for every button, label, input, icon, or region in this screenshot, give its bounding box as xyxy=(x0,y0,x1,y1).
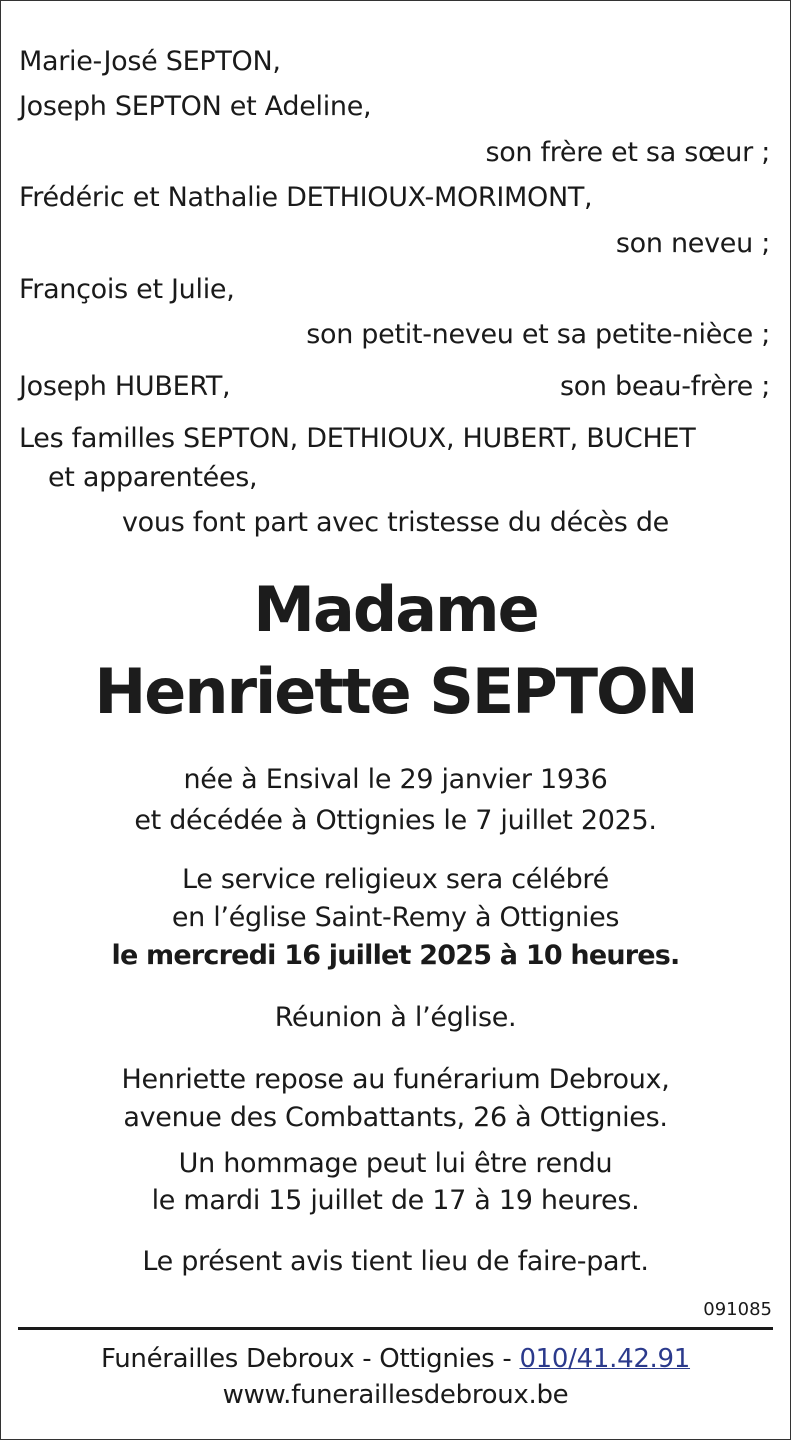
footer-divider xyxy=(18,1327,773,1330)
birth-line: née à Ensival le 29 janvier 1936 xyxy=(183,764,608,795)
family-line-5: Joseph HUBERT, xyxy=(19,371,231,402)
service-line-2: en l’église Saint-Remy à Ottignies xyxy=(171,902,620,933)
website-link[interactable]: www.funeraillesdebroux.be xyxy=(222,1380,569,1410)
relation-4: son beau-frère ; xyxy=(559,371,770,402)
relation-1: son frère et sa sœur ; xyxy=(485,137,770,168)
reference-number: 091085 xyxy=(703,1299,772,1320)
service-line-1: Le service religieux sera célébré xyxy=(182,864,609,895)
rest-line-1: Henriette repose au funérarium Debroux, xyxy=(121,1064,670,1095)
rest-line-2: avenue des Combattants, 26 à Ottignies. xyxy=(123,1102,668,1133)
homage-line-1: Un hommage peut lui être rendu xyxy=(178,1148,613,1179)
footer-company-line xyxy=(1,1346,790,1372)
relation-3: son petit-neveu et sa petite-nièce ; xyxy=(306,319,770,350)
deceased-title: Madame xyxy=(253,573,538,646)
family-line-3: Frédéric et Nathalie DETHIOUX-MORIMONT, xyxy=(19,182,593,213)
phone-link[interactable]: 010/41.42.91 xyxy=(519,1344,691,1374)
family-line-4: François et Julie, xyxy=(19,274,235,305)
announcement-intro: vous font part avec tristesse du décès de xyxy=(121,507,669,538)
company-name: Funérailles Debroux - Ottignies - xyxy=(100,1344,520,1374)
relation-2: son neveu ; xyxy=(615,228,770,259)
service-date: le mercredi 16 juillet 2025 à 10 heures. xyxy=(111,940,680,971)
death-line: et décédée à Ottignies le 7 juillet 2025. xyxy=(134,805,657,836)
meeting-line: Réunion à l’église. xyxy=(274,1002,517,1033)
family-line-1: Marie-José SEPTON, xyxy=(19,46,281,77)
homage-line-2: le mardi 15 juillet de 17 à 19 heures. xyxy=(151,1185,640,1216)
deceased-name: Henriette SEPTON xyxy=(94,655,697,728)
closing-line: Le présent avis tient lieu de faire-part. xyxy=(142,1246,649,1277)
family-line-7: et apparentées, xyxy=(48,462,258,493)
family-line-6: Les familles SEPTON, DETHIOUX, HUBERT, BUCHET xyxy=(19,423,696,454)
family-line-2: Joseph SEPTON et Adeline, xyxy=(19,91,372,122)
